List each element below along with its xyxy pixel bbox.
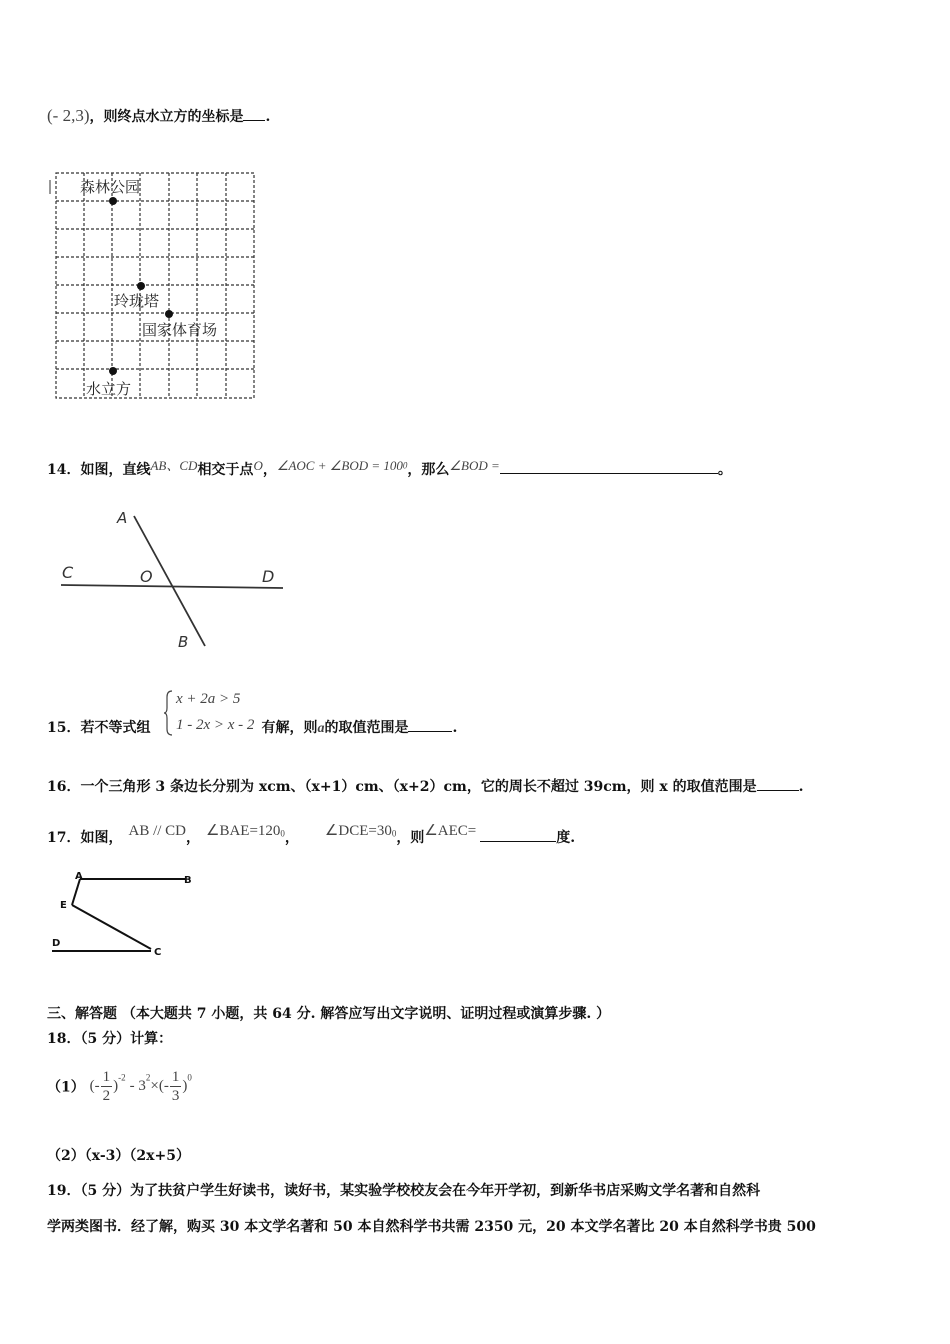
q14-target: ∠BOD =	[449, 458, 500, 473]
q18-part2: （2）（x-3）（2x+5）	[47, 1148, 190, 1164]
water-cube-label: 水立方	[86, 380, 132, 398]
q19-line2: 学两类图书．经了解，购买 30 本文学名著和 50 本自然科学书共需 2350 元，20 本文学名著比 20 本自然科学书贵 500	[47, 1219, 816, 1235]
q17-line: 17．如图， AB // CD， $\angle BAE=120^0$， $\angle DCE=30^0$，则∠AEC= 度.	[47, 823, 576, 846]
q18-exp2: 2	[145, 1072, 151, 1083]
q13-answer-blank[interactable]	[243, 106, 265, 121]
national-stadium-label: 国家体育场	[142, 321, 218, 339]
water-cube-point	[109, 367, 117, 375]
forest-park-point	[109, 197, 117, 205]
segment-ae	[72, 879, 80, 905]
fig14-label-o: O	[140, 567, 153, 586]
q13-line	[47, 106, 270, 126]
q16-line	[47, 776, 804, 796]
q17-sep2: ，	[284, 830, 299, 846]
q15-eq2: 1 - 2x > x - 2	[176, 717, 255, 733]
q18-part1: （1） (- $\frac{1}{2}$ )$^{-2}$- $3^2\times(-$ $\frac{1}{3}$ )$^0$	[47, 1069, 192, 1104]
q17-sep3: ，则	[396, 830, 425, 846]
fig14-label-d: D	[262, 567, 275, 586]
q16-end: .	[798, 779, 804, 795]
q14-point: O	[253, 458, 263, 473]
fig14-label-b: B	[178, 633, 189, 651]
q14-figure	[56, 506, 292, 654]
fig17-label-d: D	[52, 938, 61, 949]
q14-sep: ，	[262, 462, 277, 478]
q15-end: .	[452, 720, 458, 736]
fig14-label-c: C	[62, 563, 74, 582]
q14-mid: 相交于点	[197, 462, 254, 478]
q14-prefix: 14．如图，直线	[47, 462, 151, 478]
q15-eq1: x + 2a > 5	[176, 691, 241, 707]
q17-cond1: AB // CD	[128, 823, 186, 839]
q19-line1: 19．（5 分）为了扶贫户学生好读书，读好书，某实验学校校友会在今年开学初，到新华书店采购文学名著和自然科	[47, 1183, 761, 1199]
q14-end: 。	[717, 462, 732, 478]
q17-prefix: 17．如图，	[47, 830, 123, 846]
q17-cond3: ∠DCE=30	[324, 823, 392, 839]
map-figure	[46, 170, 258, 402]
q17-unit: 度	[556, 830, 571, 846]
q14-lines: AB、CD	[150, 458, 198, 473]
q18-frac2-num: 1	[171, 1069, 180, 1085]
q16-answer-blank[interactable]	[757, 776, 799, 791]
national-stadium-point	[165, 310, 173, 318]
fig17-label-e: E	[60, 900, 67, 911]
q18-exp3: 0	[187, 1072, 192, 1083]
q13-tail: ，则终点水立方的坐标是	[89, 109, 244, 125]
q14-equation: ∠AOC + ∠BOD = 100	[276, 458, 403, 473]
q18-title: 18．（5 分）计算：	[47, 1031, 173, 1047]
q18-frac1	[101, 1068, 113, 1105]
q18-exp1: -2	[118, 1072, 126, 1083]
q17-answer-blank[interactable]	[480, 827, 556, 842]
q18-frac2-den: 3	[171, 1088, 180, 1104]
q14-line	[47, 455, 732, 479]
forest-park-label: 森林公园	[80, 178, 141, 196]
section3-heading: 三、解答题 （本大题共 7 小题，共 64 分. 解答应写出文字说明、证明过程或演算步骤. ）	[47, 1006, 611, 1022]
q17-figure	[48, 868, 198, 960]
q18-open1: (-	[89, 1078, 100, 1094]
map-grid	[56, 173, 254, 398]
q14-degree: 0	[402, 460, 408, 471]
fig17-label-c: C	[154, 947, 162, 958]
q17-cond2: ∠BAE=120	[206, 823, 281, 839]
q16-text: 16．一个三角形 3 条边长分别为 xcm、（x+1）cm、（x+2）cm，它的周长不超过 39cm，则 x 的取值范围是	[47, 779, 757, 795]
fig17-label-b: B	[184, 875, 192, 886]
q14-ask: ，那么	[407, 462, 450, 478]
q13-end: .	[265, 109, 271, 125]
fig17-label-a: A	[75, 871, 83, 882]
q17-ask: ∠AEC=	[424, 823, 477, 839]
q18-times: ×(-	[150, 1078, 169, 1094]
q15-line	[47, 717, 457, 737]
q18-frac1-num: 1	[102, 1069, 111, 1085]
q14-answer-blank[interactable]	[500, 459, 718, 474]
q15-suffix-b: 的取值范围是	[324, 720, 409, 736]
q15-answer-blank[interactable]	[408, 717, 452, 732]
q13-coord: (- 2,3)	[47, 106, 90, 125]
q15-suffix-a: 有解，则	[261, 720, 318, 736]
segment-ec	[72, 905, 151, 949]
q15-prefix: 15．若不等式组	[47, 720, 151, 736]
q15-var: a	[317, 721, 325, 736]
q18-frac2	[170, 1068, 182, 1105]
linglong-tower-label: 玲珑塔	[114, 292, 160, 310]
q18-p1-label: （1）	[47, 1079, 85, 1096]
q17-sep1: ，	[186, 830, 200, 846]
q18-frac1-den: 2	[102, 1088, 111, 1104]
q17-end: .	[570, 830, 576, 846]
fig14-label-a: A	[117, 509, 128, 527]
linglong-tower-point	[137, 282, 145, 290]
q18-mid: - 3	[129, 1078, 146, 1094]
